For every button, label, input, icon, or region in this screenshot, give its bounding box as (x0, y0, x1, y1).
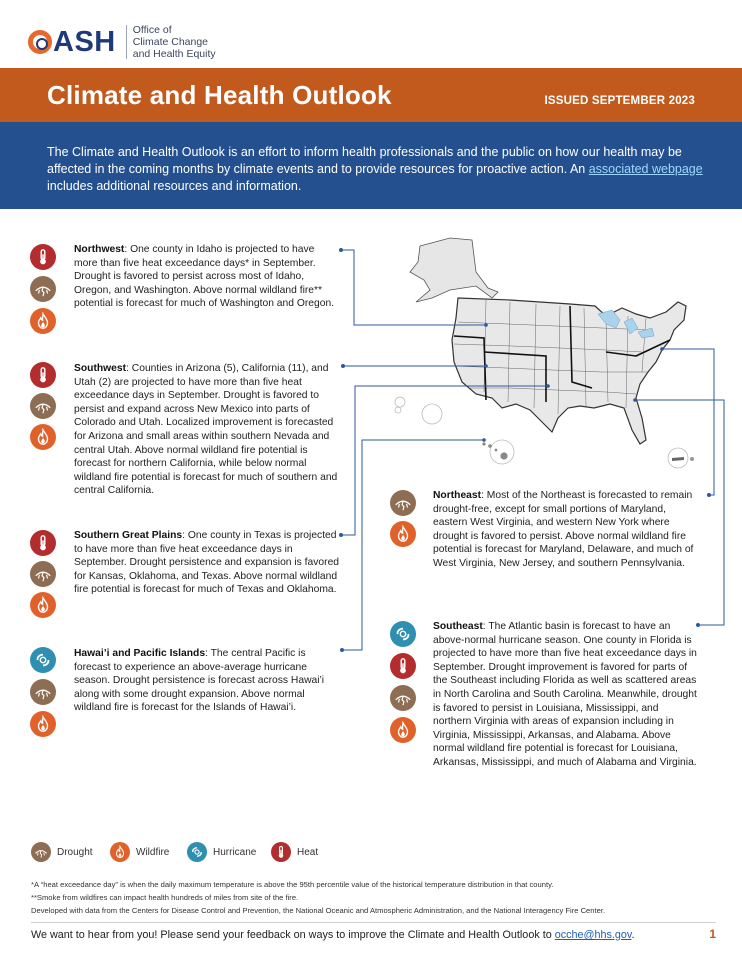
legend-drought (31, 842, 93, 862)
drought-icon (31, 842, 51, 862)
connector-dot (341, 364, 345, 368)
northwest-text: Northwest: One county in Idaho is projected to have more than five heat exceedance days* in September. Drought is favored to persist across most of Idaho, Oregon, and Washington. Above normal wildland fire** potential is forecast for much of Washington and Oregon. (74, 244, 335, 310)
office-name-line: and Health Equity (132, 48, 216, 60)
wildfire-icon (30, 592, 56, 618)
puerto-rico-shape (672, 457, 684, 461)
logo-divider (126, 25, 127, 59)
wildfire-icon (390, 521, 416, 547)
drought-icon (30, 679, 56, 705)
hurricane-icon (30, 647, 56, 673)
sgp-text: Southern Great Plains: One county in Texas is projected to have more than five heat exceedance days in September. Drought persistence and expansion is favored for Kansas, Oklahoma, and Texas. Above normal wildland fire potential is forecast for much of Texas and Oklahoma. (74, 530, 340, 596)
intro-text: The Climate and Health Outlook is an effort to inform health professionals and the public on how our health may be affected in the coming months by climate events and to provide resources for proactive action. An associated webpage includes additional resources and information. (47, 145, 703, 193)
footnote-data-sources: Developed with data from the Centers for Disease Control and Prevention, the National Oceanic and Atmospheric Administration, and the National Interagency Fire Center. (31, 906, 606, 915)
northeast-text: Northeast: Most of the Northeast is forecasted to remain drought-free, except for small portions of Maryland, eastern West Virginia, and western New York where drought is favored to persist. Above normal wildland fire potential is forecast for Maryland, Delaware, and much of West Virginia, New Jersey, and southern Pennsylvania. (433, 490, 694, 569)
legend-label: Heat (297, 846, 319, 858)
legend-hurricane (187, 842, 256, 862)
page-title: Climate and Health Outlook (47, 80, 392, 110)
connector-dot (707, 493, 711, 497)
office-name-line: Office of (132, 24, 172, 36)
feedback-email-link[interactable]: ocche@hhs.gov (554, 929, 632, 941)
drought-icon (390, 490, 416, 516)
oash-logo (28, 24, 216, 60)
drought-icon (30, 276, 56, 302)
heat-icon (30, 362, 56, 388)
usvi-shape (690, 457, 694, 461)
us-map (380, 232, 725, 482)
legend-label: Drought (57, 846, 93, 858)
heat-icon (271, 842, 291, 862)
hawaii-text: Hawai’i and Pacific Islands: The central Pacific is forecast to experience an above-average hurricane season. Drought persistence is forecast across Hawai’i along with some drought expansion. Above normal wildland fire is forecast for the Islands of Hawai’i. (74, 648, 325, 714)
wildfire-icon (30, 711, 56, 737)
contiguous-us-shape (452, 298, 686, 444)
alaska-shape (410, 238, 498, 302)
logo-wordmark (28, 26, 116, 59)
legend-wildfire (110, 842, 169, 862)
drought-icon (30, 561, 56, 587)
footnote-smoke: **Smoke from wildfires can impact health hundreds of miles from site of the fire. (31, 893, 299, 902)
wildfire-icon (110, 842, 130, 862)
heat-icon (390, 653, 416, 679)
hurricane-icon (187, 842, 207, 862)
pacific-islands (395, 397, 514, 464)
hurricane-icon (390, 621, 416, 647)
legend-label: Hurricane (213, 846, 257, 858)
office-name-line: Climate Change (132, 36, 209, 48)
connector-dot (340, 648, 344, 652)
southwest-text: Southwest: Counties in Arizona (5), California (11), and Utah (2) are projected to have more than five heat exceedance days in September. Drought is favored to persist and expand across New Mexico into parts of Colorado and Utah. Localized improvement is forecasted for Arizona and small areas within southern Nevada and central Utah. Above normal wildland fire potential is forecast for northern California, while below normal wildland fire potential is forecast for much of southern and central California. (74, 363, 338, 497)
logo-text: ASH (53, 25, 116, 58)
drought-icon (390, 685, 416, 711)
office-name (133, 24, 216, 60)
southeast-text: Southeast: The Atlantic basin is forecast to have an above-normal hurricane season. One county in Florida is projected to have more than five heat exceedance days in September. Drought improvement is favored for parts of the Southeast including Florida as well as scattered areas in North Carolina and South Carolina. Meanwhile, drought is favored to persist in Louisiana, Mississippi, and northern Virginia with areas of expansion including in Virginia, Mississippi, Arkansas, and Alabama. Above normal wildland fire potential is forecast for Louisiana, Arkansas, Mississippi, and much of Alabama and Virginia. (433, 621, 697, 768)
hawaii-islands (482, 442, 507, 459)
page-number: 1 (709, 927, 716, 941)
legend-label: Wildfire (136, 846, 170, 858)
logo-o-mark (28, 30, 52, 54)
wildfire-icon (30, 308, 56, 334)
footer-divider (31, 922, 716, 923)
connector-dot (339, 248, 343, 252)
heat-icon (30, 530, 56, 556)
feedback-text: We want to hear from you! Please send your feedback on ways to improve the Climate and Health Outlook to ocche@hhs.gov. (31, 929, 635, 941)
issued-date: ISSUED SEPTEMBER 2023 (544, 95, 695, 107)
wildfire-icon (390, 717, 416, 743)
associated-webpage-link[interactable]: associated webpage (588, 162, 703, 176)
wildfire-icon (30, 424, 56, 450)
legend-heat (271, 842, 318, 862)
drought-icon (30, 393, 56, 419)
footnote-heat-day: *A “heat exceedance day” is when the daily maximum temperature is above the 95th percentile value of the historical temperature distribution in that county. (31, 880, 554, 889)
heat-icon (30, 244, 56, 270)
